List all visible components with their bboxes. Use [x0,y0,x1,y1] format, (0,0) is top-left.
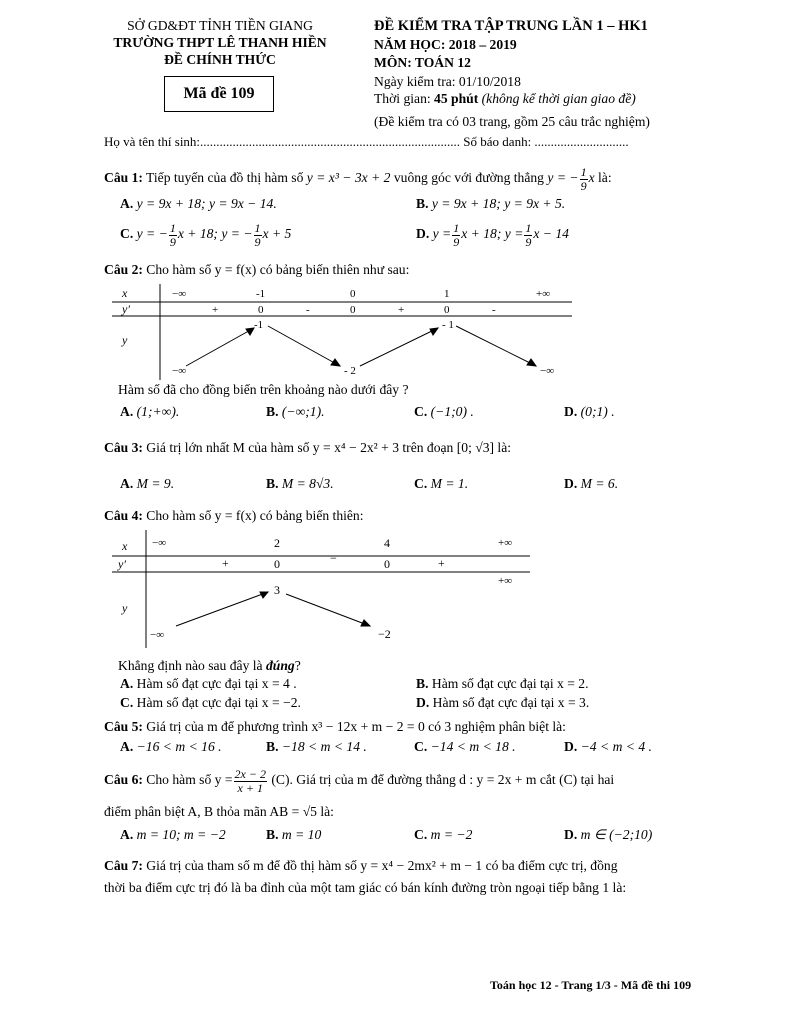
q4-sign-0: + [222,556,229,570]
q2-sign-3: - [492,304,496,316]
q5-option-c[interactable]: C. −14 < m < 18 . [414,739,516,754]
q4-option-a[interactable]: A. Hàm số đạt cực đại tại x = 4 . [120,676,297,691]
q4-y-2: −2 [378,627,391,641]
q4-row-x: x [122,539,128,553]
q4-x-1: 2 [274,536,280,550]
q2-y-3: - 1 [442,319,454,331]
q2-zero-2: 0 [444,304,450,316]
exam-date: Ngày kiểm tra: 01/10/2018 [374,74,521,89]
school-year: NĂM HỌC: 2018 – 2019 [374,37,517,52]
q2-sign-1: - [306,304,310,316]
q2-sign-2: + [398,304,405,316]
pages-note: (Đề kiểm tra có 03 trang, gồm 25 câu trắc nghiệm) [374,114,650,129]
q6-line-2: điểm phân biệt A, B thỏa mãn AB = √5 là: [104,804,334,819]
q4-zero-1: 0 [384,557,390,571]
question-2: Câu 2: Cho hàm số y = f(x) có bảng biến thiên như sau: [104,262,410,277]
q2-option-b[interactable]: B. (−∞;1). [266,404,325,419]
q4-x-3: +∞ [498,537,513,549]
q2-x-0: −∞ [172,288,187,300]
question-4: Câu 4: Cho hàm số y = f(x) có bảng biến thiên: [104,508,364,523]
q5-option-b[interactable]: B. −18 < m < 14 . [266,739,367,754]
q4-row-y: y [122,601,128,615]
official-label: ĐỀ CHÍNH THỨC [164,52,276,67]
q2-prompt: Hàm số đã cho đồng biến trên khoảng nào dưới đây ? [118,382,409,397]
q4-option-b[interactable]: B. Hàm số đạt cực đại tại x = 2. [416,676,589,691]
school-name: TRƯỜNG THPT LÊ THANH HIỀN [113,35,327,50]
q1-option-d[interactable]: D. y = $\frac{1}{9}$ x + 18; y = $\frac{1}{9}$ x − 14 [416,221,569,249]
q4-option-d[interactable]: D. Hàm số đạt cực đại tại x = 3. [416,695,590,710]
q4-sign-2: + [438,556,445,570]
q4-y-3: +∞ [498,575,513,587]
q6-option-c[interactable]: C. m = −2 [414,827,473,842]
q6-option-b[interactable]: B. m = 10 [266,827,322,842]
q2-variation-table [112,284,572,380]
exam-time: Thời gian: 45 phút (không kể thời gian giao đề) [374,91,636,106]
q3-option-d[interactable]: D. M = 6. [564,476,619,491]
q1-option-a[interactable]: A. y = 9x + 18; y = 9x − 14. [120,196,277,211]
question-7: Câu 7: Giá trị của tham số m để đồ thị hàm số y = x⁴ − 2mx² + m − 1 có ba điểm cực trị, đồng [104,858,618,873]
q4-option-c[interactable]: C. Hàm số đạt cực đại tại x = −2. [120,695,301,710]
q4-sign-1: − [330,551,337,565]
q3-option-b[interactable]: B. M = 8√3. [266,476,334,491]
q1-option-b[interactable]: B. y = 9x + 18; y = 9x + 5. [416,196,566,211]
exam-code: Mã đề 109 [164,76,274,112]
exam-title: ĐỀ KIỂM TRA TẬP TRUNG LẦN 1 – HK1 [374,18,648,34]
q2-x-1: -1 [256,288,266,300]
q4-variation-table [112,530,530,648]
q4-x-0: −∞ [152,537,167,549]
q2-x-2: 0 [350,288,356,300]
question-3: Câu 3: Giá trị lớn nhất M của hàm số y = x⁴ − 2x² + 3 trên đoạn [0; √3] là: [104,440,512,455]
q2-y-4: −∞ [540,365,555,377]
question-5: Câu 5: Giá trị của m để phương trình x³ − 12x + m − 2 = 0 có 3 nghiệm phân biệt là: [104,719,566,734]
q4-zero-0: 0 [274,557,280,571]
q2-sign-0: + [212,304,219,316]
q4-prompt: Khẳng định nào sau đây là đúng? [118,658,301,673]
q2-option-a[interactable]: A. (1;+∞). [120,404,180,419]
q4-y-1: 3 [274,583,280,597]
q4-row-yp: y′ [118,557,126,571]
q2-row-yp: y′ [122,302,130,316]
subject: MÔN: TOÁN 12 [374,55,471,70]
q2-option-d[interactable]: D. (0;1) . [564,404,615,419]
dept-name: SỞ GD&ĐT TỈNH TIỀN GIANG [127,18,313,33]
q5-option-a[interactable]: A. −16 < m < 16 . [120,739,222,754]
q6-option-a[interactable]: A. m = 10; m = −2 [120,827,226,842]
q2-y-0: −∞ [172,365,187,377]
q2-y-1: -1 [254,319,264,331]
q2-zero-1: 0 [350,304,356,316]
q3-option-c[interactable]: C. M = 1. [414,476,469,491]
student-info-line: Họ và tên thí sinh:................................................................................ Số báo danh: ............................. [104,134,629,149]
question-6: Câu 6: Cho hàm số y = $\frac{2x - 2}{x + 1}$ (C). Giá trị của m để đường thẳng d : y = 2x + m cắt (C) tại hai [104,767,615,795]
q2-x-4: +∞ [536,288,551,300]
q2-x-3: 1 [444,288,450,300]
q7-line-2: thời ba điểm cực trị đó là ba đỉnh của một tam giác có bán kính đường tròn ngoại tiếp bằng 1 là: [104,880,627,895]
q4-x-2: 4 [384,536,390,550]
question-1: Câu 1: Tiếp tuyến của đồ thị hàm số y = x³ − 3x + 2 vuông góc với đường thẳng y = − $\frac{1}{9}$ x là: [104,165,612,193]
q5-option-d[interactable]: D. −4 < m < 4 . [564,739,652,754]
q2-option-c[interactable]: C. (−1;0) . [414,404,474,419]
q2-row-x: x [122,286,128,300]
q6-option-d[interactable]: D. m ∈ (−2;10) [564,827,653,842]
q2-zero-0: 0 [258,304,264,316]
q2-y-2: - 2 [344,365,356,377]
q3-option-a[interactable]: A. M = 9. [120,476,175,491]
q4-y-0: −∞ [150,629,165,641]
page-footer: Toán học 12 - Trang 1/3 - Mã đề thi 109 [490,978,692,992]
q1-option-c[interactable]: C. y = − $\frac{1}{9}$ x + 18; y = − $\frac{1}{9}$ x + 5 [120,221,292,249]
q2-row-y: y [122,333,128,347]
